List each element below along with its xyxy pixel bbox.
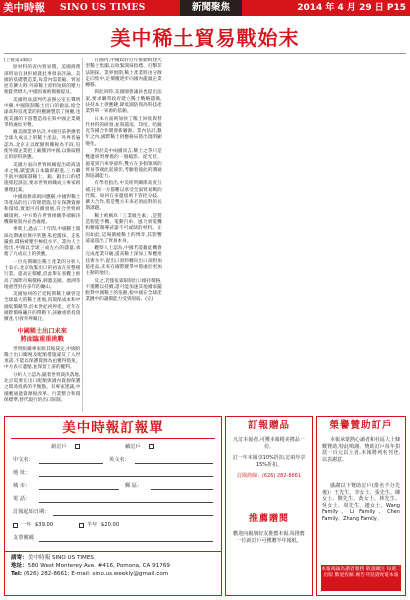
mail-address-label: 地址：: [11, 563, 28, 569]
city-label: 城 市：: [13, 483, 31, 489]
one-year-price: $39.00: [35, 522, 54, 528]
promo-box-gift: [225, 416, 313, 596]
chinese-name-field[interactable]: [39, 463, 103, 464]
issue-date-page: [297, 1, 406, 15]
promo-hotline-text: 訂閱熱線：(626) 282-8661: [236, 473, 302, 479]
subscription-form: [4, 416, 222, 596]
address-field[interactable]: [39, 476, 213, 477]
article-paragraph: 美國方面向世貿組織提出磋商請求之後,歐盟與日本隨即跟進,三方聯手就中國限制稀土、鎢、鉬出口的措施發起訴訟,要求世貿組織成立專家組審理此案。: [4, 162, 81, 193]
article-paragraph: 據美國業界估計,中國目前供應着全球九成以上的稀土產品。外界普遍認為,北京正以配額與關稅為手段,迫使外國企業把工廠搬到中國,以換取穩定的原料供應。: [4, 130, 81, 161]
article-continuation: (上接第14版): [4, 58, 32, 63]
promo-referral-text: 歡迎向親朋好友推薦本報,每推薦一位新訂戶可獲贈半年報紙。: [233, 531, 305, 544]
city-field[interactable]: [39, 489, 119, 490]
zip-field[interactable]: [151, 489, 213, 490]
page-header: [0, 0, 410, 16]
promo-box-sponsors: [316, 416, 406, 596]
article-paragraph: 分析人士認為,隨着世貿裁決落地,北京需要在出口配額與國內資源保護之間尋找新的平衡點。有專家建議,中國應通過資源稅改革、行業整合和環保標準,替代現行的出口限制。: [4, 372, 81, 403]
one-year-checkbox[interactable]: [13, 523, 18, 528]
start-date-field[interactable]: [53, 515, 213, 516]
start-date-label: 訂報起始日期：: [13, 509, 50, 515]
contact-value: (626) 282-8661; E-mail: sino.us.weekly@gmail.com: [23, 571, 169, 577]
headline-rule: [4, 53, 406, 54]
promo-discount-text: 訂一年本報享10%折扣,訂兩年享15%折扣。: [232, 455, 306, 468]
article-paragraph: 事實上,過去二十年間,中國稀土開採長期處於無序狀態,私挖濫採、走私嚴重,價格被壓至極低水平。業內人士指出,中國以全球三成左右的儲量,承擔了九成以上的供應。: [4, 227, 81, 258]
promo-gift-text: 凡訂本報者,可獲本報精美禮品一份。: [233, 437, 305, 450]
form-divider: [5, 551, 221, 552]
mail-to-label: 請寄：: [11, 555, 28, 561]
mail-address-value: 580 West Monterey Ave. #416, Pomona, CA 91769: [27, 563, 170, 569]
mail-to-value: 美中時報 SINO US TIMES: [27, 555, 94, 561]
article-paragraph: 稀土被稱為「工業維生素」,是製造智能手機、電動汽車、風力發電機和精確制導武器不可或缺的材料。正因如此,這場圍繞稀土的博弈,其影響遠遠超出了貿易本身。: [85, 213, 162, 244]
issue-date: 2014 年 4 月 29 日: [297, 3, 384, 13]
page-number: P15: [386, 3, 406, 13]
article-paragraph: 有學者指出,中美經貿關係高度互補,任何一方都難以承受全面貿易戰的代價。如何在多邊規則下管控分歧、擴大合作,將是雙方未來必須面對的長期課題。: [85, 181, 162, 212]
article-paragraph: 在國內,中國政府近年推動組建大型稀土集團,以收緊開採指標、打擊非法開採。業界預期,稀土產業將由分散走向集中,定價權逐步向國內龍頭企業轉移。: [85, 58, 162, 89]
promo-sponsors-intro: 本報承蒙熱心讀者和社區人士慷慨贊助,特此鳴謝。贊助訂戶每年捐款一百元以上者,本報將列名刊登,以表謝意。: [322, 437, 401, 463]
renew-subscriber-label: 續訂戶: [125, 444, 141, 450]
new-subscriber-label: 新訂戶: [51, 444, 67, 450]
newspaper-logo: 美中時報: [3, 2, 45, 14]
one-year-label: 一年: [21, 522, 32, 528]
promo-referral-title: 推薦贈閱: [248, 514, 289, 524]
article-paragraph: 一位長期關注稀土產業的分析人士表示,北京收緊出口的初衷在於整頓行業、提高定價權,但此舉在客觀上推高了國際市場價格,刺激美國、澳洲等地重啓封存多年的礦山。: [4, 259, 81, 290]
mail-to-line: [11, 555, 94, 562]
article-paragraph: 日本方面則加快了稀土回收與替代材料的研發,並與越南、印度、哈薩克等國合作開發新礦源。業內估計,數年之內,國際稀土供應格局將出現明顯變化。: [85, 116, 162, 147]
promo-sponsors-title: 榮譽贊助訂戶: [329, 420, 393, 431]
promo-gift-title: 訂報贈品: [247, 420, 290, 431]
article-paragraph: 與此同時,美國國會議員也提出法案,要求聯邦政府建立稀土戰略儲備,扶持本土供應鏈,降低國防與高科技產業對單一來源的依賴。: [85, 90, 162, 115]
subheading-line-1: 中國稀土出口未來: [17, 327, 67, 335]
new-subscriber-checkbox[interactable]: [75, 444, 80, 449]
article-paragraph: 對於美中兩國而言,稀土之爭只是雙邊經貿摩擦的一個縮影。從光伏、風電到汽車零部件,雙方在多個領域的貿易爭端此起彼伏,考驗着彼此的溝通與協調能力。: [85, 148, 162, 180]
promo-sponsors-list: 感謝以下贊助訂戶(排名不分先後)：王先生、李女士、張先生、陳女士、劉先生、黃女士、林先生、吳女士、周先生、趙女士、Wang Family、Li Family、Chen Family、Zhang Family。: [322, 483, 400, 522]
phone-field[interactable]: [39, 502, 213, 503]
form-title: 美中時報訂報單: [62, 420, 164, 436]
check-number-field[interactable]: [39, 541, 213, 542]
newspaper-name: SINO US TIMES: [60, 3, 146, 13]
article-paragraph: 觀察人士認為,中國若能藉此機會完成產業升級,提高稀土深加工和應用技術水平,從出口原料轉向出口高附加值產品,未來在國際競爭中將處於更加主動的地位。: [85, 246, 162, 277]
renew-subscriber-checkbox[interactable]: [149, 444, 154, 449]
contact-line: [11, 571, 168, 578]
english-name-label: 英文名：: [109, 457, 130, 463]
article-paragraph: 美國加州的芒廷帕斯稀土礦曾是全球最大的稀土產地,因環保成本和中國低價競爭,於本世紀初停產。近年在國際價格飆升的帶動下,該礦重新投資擴產,引發外界關注。: [4, 292, 81, 323]
article-paragraph: 世貿組織專家組其後裁定,中國的稀土出口關稅及配額措施違反了入世承諾,不能以保護資源為由獲得豁免。中方表示遺憾,並保留上訴的權利。: [4, 346, 81, 371]
article-paragraph: 原材料的省內貿易價。美國商務部貿易官員拒絕就此事發表評論。美國的基礎製造業,每當內需萎縮、貿易逆差擴大時,外部稀土原料短缺的壓力便陡然增大,中國因素被頻頻提及。: [4, 65, 81, 96]
subheading-line-2: 將面臨重重挑戰: [20, 335, 64, 343]
article-subheading: [4, 328, 80, 344]
article-paragraph: 反之,若僅依靠限制出口維持價格,不僅難以持續,還可能加速其他國家擺脫對中國稀土的依賴,使中國在全球產業鏈中的議價能力受到削弱。(完): [85, 278, 162, 303]
article-body: [4, 58, 406, 412]
article-paragraph: 美國貿易談判代表辦公室在聲明中稱,中國限制稀土出口的做法,給全球高科技產業的供應鏈製造了困擾,也使美國的下游製造商在與中國企業競爭時處於劣勢。: [4, 97, 81, 128]
half-year-price: $20.00: [101, 522, 120, 528]
article-headline: 美中稀土貿易戰始末: [110, 26, 300, 50]
chinese-name-label: 中文名：: [13, 457, 34, 463]
promo-red-band: 本報竭誠為讀者服務 敬請關注 每週二出版 歡迎投稿 廣告刊登請致電本報: [321, 565, 401, 591]
contact-label: Tel:: [11, 571, 23, 577]
form-title-rule: [11, 438, 215, 439]
zip-label: 郵 區：: [125, 483, 143, 489]
phone-label: 電 話：: [13, 496, 31, 502]
half-year-label: 半年: [87, 522, 98, 528]
check-number-label: 支票號碼: [13, 535, 34, 541]
english-name-field[interactable]: [135, 463, 213, 464]
address-label: 地 址：: [13, 470, 31, 476]
article-paragraph: 中國商務部則回應稱,中國對稀土等產品的出口管理措施,旨在保護資源和環境,實現可持續發展,符合世貿組織規則。中方將在世貿組織爭端解決機制框架內妥善處理。: [4, 194, 81, 226]
section-tab: 新聞聚焦: [180, 0, 242, 16]
half-year-checkbox[interactable]: [79, 523, 84, 528]
address-line: [11, 563, 170, 570]
